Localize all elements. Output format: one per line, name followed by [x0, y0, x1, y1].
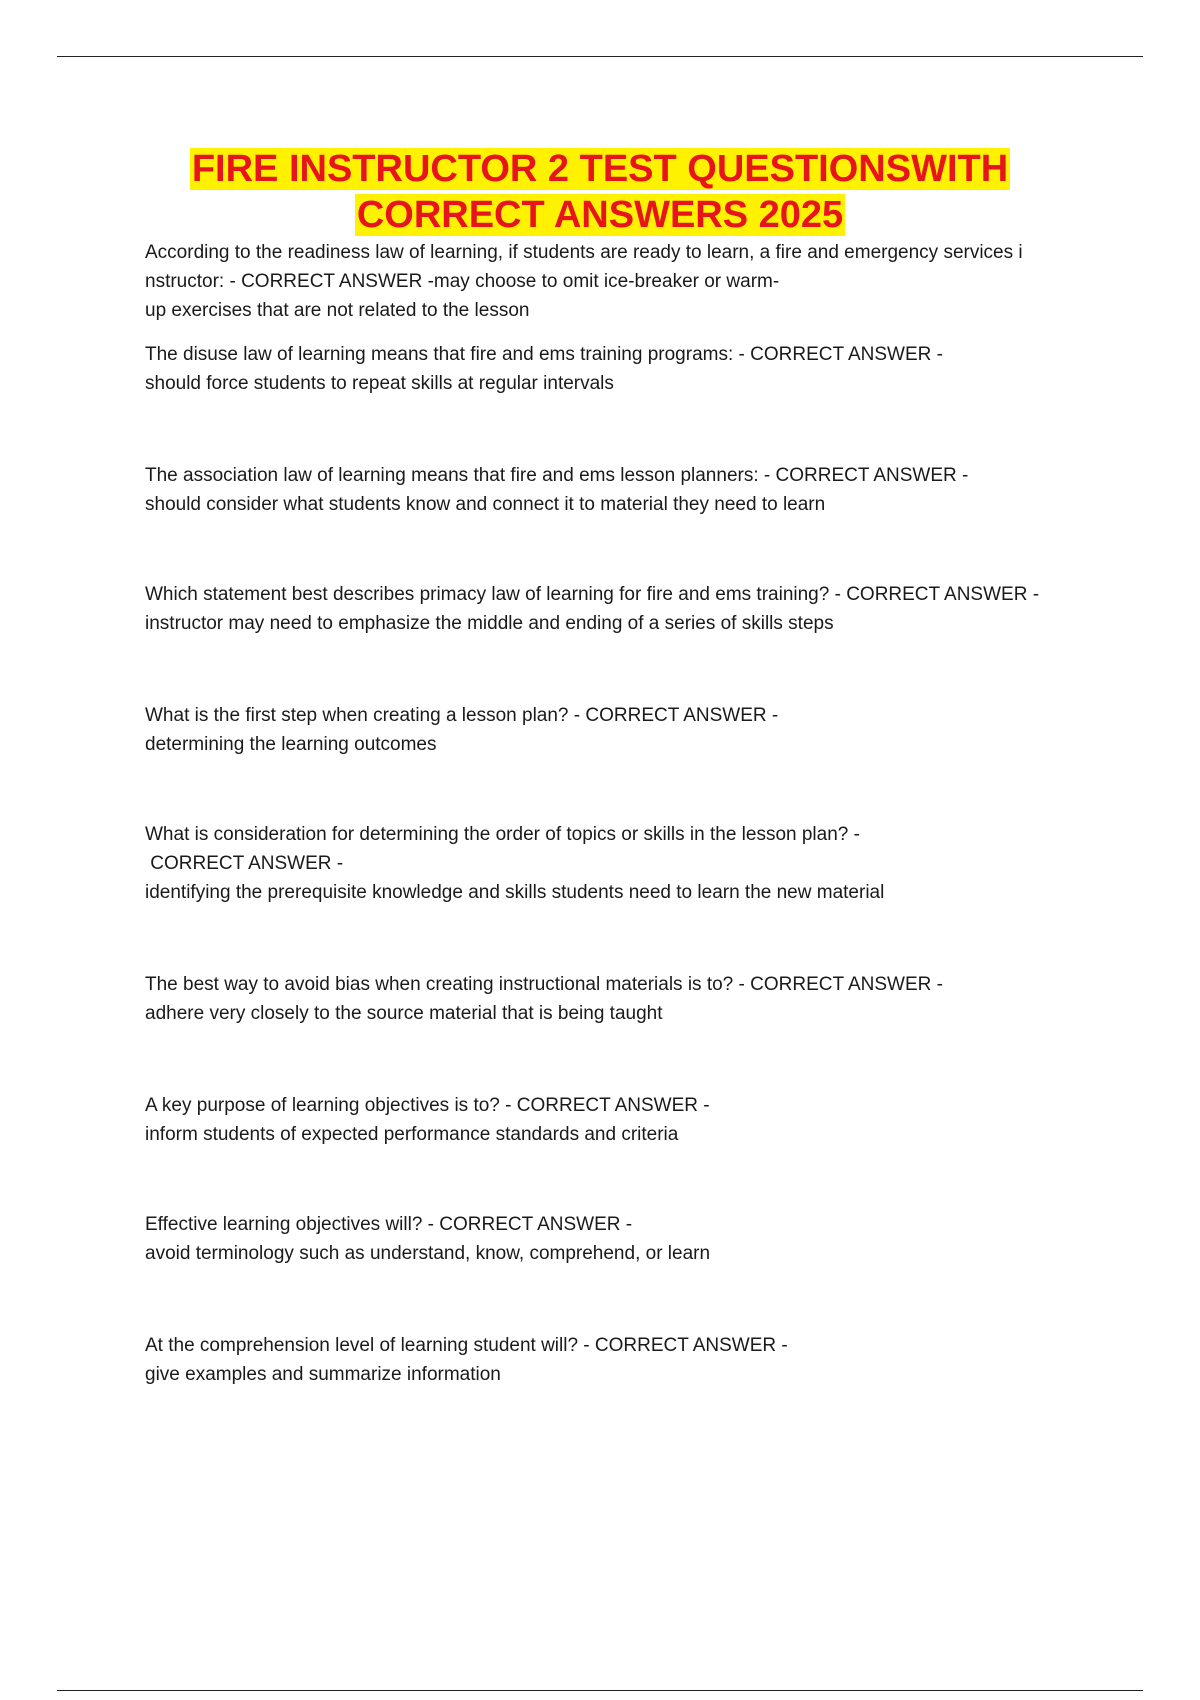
question-text: The best way to avoid bias when creating instructional materials is to? - CORRECT ANSWER - — [145, 974, 943, 995]
answer-text: determining the learning outcomes — [145, 734, 437, 755]
qa-item-10 — [145, 1331, 1095, 1389]
answer-text: adhere very closely to the source material that is being taught — [145, 1003, 663, 1024]
qa-item-5 — [145, 701, 1095, 759]
question-text: A key purpose of learning objectives is to? - CORRECT ANSWER - — [145, 1095, 710, 1116]
question-text: Effective learning objectives will? - CORRECT ANSWER - — [145, 1214, 633, 1235]
top-rule — [57, 56, 1143, 57]
answer-text: inform students of expected performance standards and criteria — [145, 1124, 679, 1145]
title-line-1: FIRE INSTRUCTOR 2 TEST QUESTIONSWITH — [191, 148, 1009, 190]
answer-text: should force students to repeat skills at regular intervals — [145, 373, 614, 394]
qa-item-1 — [145, 238, 1095, 325]
question-text: The association law of learning means that fire and ems lesson planners: - CORRECT ANSWER - — [145, 465, 969, 486]
qa-item-2 — [145, 340, 1095, 398]
answer-text: avoid terminology such as understand, know, comprehend, or learn — [145, 1243, 711, 1264]
qa-item-4 — [145, 580, 1095, 638]
qa-item-6 — [145, 820, 1095, 907]
answer-text: give examples and summarize information — [145, 1364, 501, 1385]
answer-text: should consider what students know and connect it to material they need to learn — [145, 494, 826, 515]
qa-item-3 — [145, 461, 1095, 519]
question-text: The disuse law of learning means that fire and ems training programs: - CORRECT ANSWER - — [145, 344, 943, 365]
bottom-rule — [57, 1690, 1143, 1691]
question-text: What is consideration for determining the order of topics or skills in the lesson plan? - CORRECT ANSWER - — [145, 824, 860, 874]
question-text: At the comprehension level of learning student will? - CORRECT ANSWER - — [145, 1335, 788, 1356]
question-text: Which statement best describes primacy law of learning for fire and ems training? - CORRECT ANSWER - — [145, 584, 1040, 605]
qa-item-8 — [145, 1091, 1095, 1149]
qa-item-7 — [145, 970, 1095, 1028]
answer-text: instructor may need to emphasize the middle and ending of a series of skills steps — [145, 613, 834, 634]
question-text: According to the readiness law of learning, if students are ready to learn, a fire and emergency services i nstructor: - CORRECT ANSWER -may choose to omit ice-breaker or warm- — [145, 242, 1023, 292]
document-title — [0, 146, 1200, 238]
qa-item-9 — [145, 1210, 1095, 1268]
answer-text: identifying the prerequisite knowledge and skills students need to learn the new material — [145, 882, 885, 903]
answer-text: up exercises that are not related to the lesson — [145, 300, 530, 321]
question-text: What is the first step when creating a lesson plan? - CORRECT ANSWER - — [145, 705, 779, 726]
title-line-2: CORRECT ANSWERS 2025 — [356, 194, 844, 236]
